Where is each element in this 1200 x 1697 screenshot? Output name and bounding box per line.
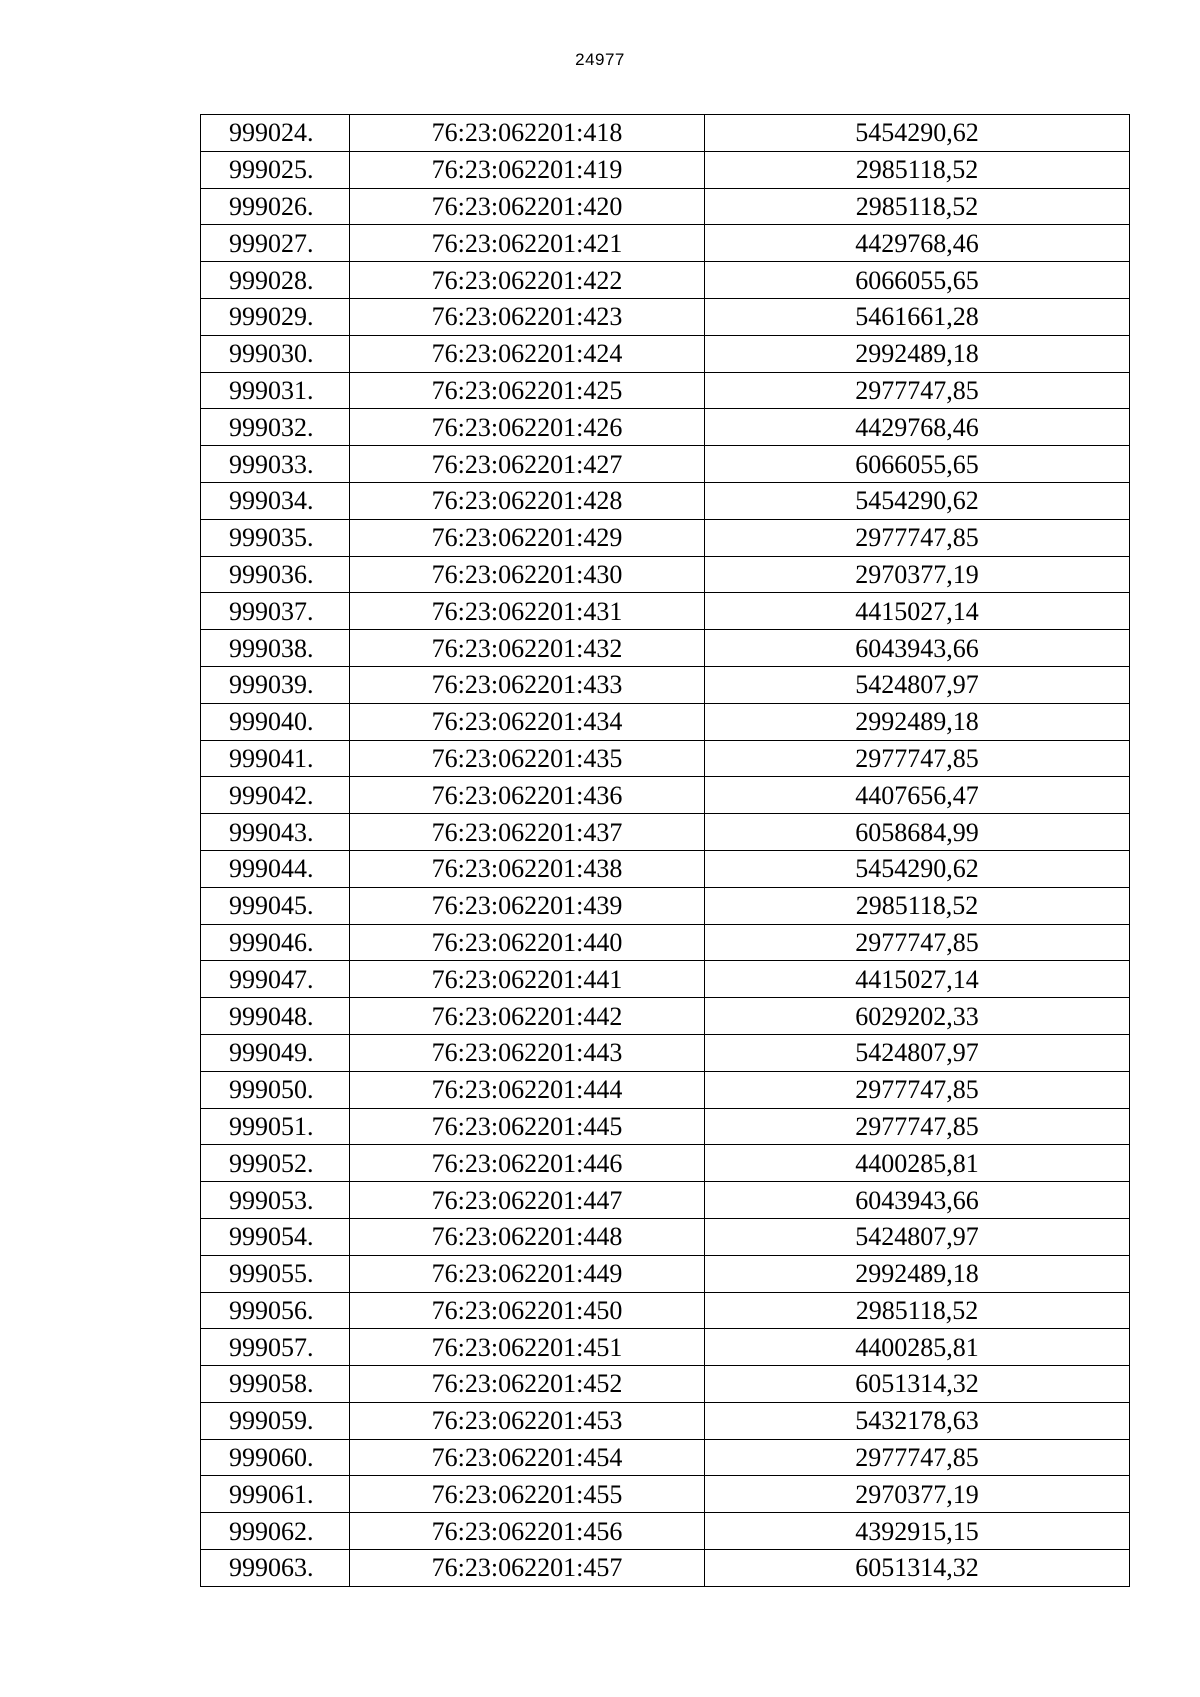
table-body bbox=[201, 115, 1130, 1587]
table-row bbox=[201, 1513, 1130, 1550]
cadastral-value-cell: 2977747,85 bbox=[705, 1439, 1130, 1476]
table-row bbox=[201, 666, 1130, 703]
table-row bbox=[201, 1476, 1130, 1513]
cadastral-value-cell: 2992489,18 bbox=[705, 335, 1130, 372]
cadastral-number-cell: 76:23:062201:447 bbox=[350, 1182, 705, 1219]
row-number-cell: 999024. bbox=[201, 115, 350, 152]
cadastral-number-cell: 76:23:062201:429 bbox=[350, 519, 705, 556]
table-row bbox=[201, 703, 1130, 740]
table-row bbox=[201, 262, 1130, 299]
cadastral-number-cell: 76:23:062201:451 bbox=[350, 1329, 705, 1366]
cadastral-value-cell: 5432178,63 bbox=[705, 1402, 1130, 1439]
cadastral-value-cell: 2970377,19 bbox=[705, 1476, 1130, 1513]
cadastral-number-cell: 76:23:062201:443 bbox=[350, 1034, 705, 1071]
row-number-cell: 999056. bbox=[201, 1292, 350, 1329]
row-number-cell: 999063. bbox=[201, 1550, 350, 1587]
row-number-cell: 999039. bbox=[201, 666, 350, 703]
cadastral-number-cell: 76:23:062201:438 bbox=[350, 850, 705, 887]
cadastral-value-cell: 2977747,85 bbox=[705, 924, 1130, 961]
cadastral-number-cell: 76:23:062201:441 bbox=[350, 961, 705, 998]
cadastral-number-cell: 76:23:062201:440 bbox=[350, 924, 705, 961]
table-row bbox=[201, 850, 1130, 887]
cadastral-number-cell: 76:23:062201:433 bbox=[350, 666, 705, 703]
table-row bbox=[201, 482, 1130, 519]
cadastral-number-cell: 76:23:062201:423 bbox=[350, 298, 705, 335]
cadastral-value-cell: 6043943,66 bbox=[705, 630, 1130, 667]
cadastral-number-cell: 76:23:062201:444 bbox=[350, 1071, 705, 1108]
cadastral-value-cell: 6066055,65 bbox=[705, 446, 1130, 483]
row-number-cell: 999062. bbox=[201, 1513, 350, 1550]
cadastral-number-cell: 76:23:062201:431 bbox=[350, 593, 705, 630]
row-number-cell: 999050. bbox=[201, 1071, 350, 1108]
cadastral-number-cell: 76:23:062201:425 bbox=[350, 372, 705, 409]
cadastral-value-cell: 4429768,46 bbox=[705, 409, 1130, 446]
table-row bbox=[201, 740, 1130, 777]
cadastral-number-cell: 76:23:062201:435 bbox=[350, 740, 705, 777]
table-row bbox=[201, 151, 1130, 188]
cadastral-value-cell: 4429768,46 bbox=[705, 225, 1130, 262]
cadastral-value-cell: 5461661,28 bbox=[705, 298, 1130, 335]
row-number-cell: 999027. bbox=[201, 225, 350, 262]
cadastral-value-cell: 4407656,47 bbox=[705, 777, 1130, 814]
cadastral-number-cell: 76:23:062201:426 bbox=[350, 409, 705, 446]
cadastral-number-cell: 76:23:062201:446 bbox=[350, 1145, 705, 1182]
cadastral-value-cell: 2985118,52 bbox=[705, 887, 1130, 924]
table-row bbox=[201, 961, 1130, 998]
cadastral-number-cell: 76:23:062201:445 bbox=[350, 1108, 705, 1145]
table-row bbox=[201, 1108, 1130, 1145]
table-row bbox=[201, 1402, 1130, 1439]
table-row bbox=[201, 814, 1130, 851]
row-number-cell: 999042. bbox=[201, 777, 350, 814]
row-number-cell: 999055. bbox=[201, 1255, 350, 1292]
row-number-cell: 999026. bbox=[201, 188, 350, 225]
cadastral-value-cell: 6051314,32 bbox=[705, 1366, 1130, 1403]
cadastral-number-cell: 76:23:062201:434 bbox=[350, 703, 705, 740]
cadastral-number-cell: 76:23:062201:428 bbox=[350, 482, 705, 519]
cadastral-number-cell: 76:23:062201:456 bbox=[350, 1513, 705, 1550]
cadastral-value-cell: 2970377,19 bbox=[705, 556, 1130, 593]
table-row bbox=[201, 298, 1130, 335]
cadastral-value-cell: 4400285,81 bbox=[705, 1329, 1130, 1366]
row-number-cell: 999036. bbox=[201, 556, 350, 593]
row-number-cell: 999046. bbox=[201, 924, 350, 961]
cadastral-value-cell: 6043943,66 bbox=[705, 1182, 1130, 1219]
cadastral-value-cell: 2977747,85 bbox=[705, 372, 1130, 409]
table-row bbox=[201, 630, 1130, 667]
table-row bbox=[201, 1034, 1130, 1071]
row-number-cell: 999030. bbox=[201, 335, 350, 372]
cadastral-number-cell: 76:23:062201:421 bbox=[350, 225, 705, 262]
registry-table bbox=[200, 114, 1130, 1587]
row-number-cell: 999040. bbox=[201, 703, 350, 740]
row-number-cell: 999047. bbox=[201, 961, 350, 998]
table-row bbox=[201, 593, 1130, 630]
table-row bbox=[201, 115, 1130, 152]
table-row bbox=[201, 519, 1130, 556]
row-number-cell: 999035. bbox=[201, 519, 350, 556]
table-row bbox=[201, 1255, 1130, 1292]
cadastral-value-cell: 5454290,62 bbox=[705, 850, 1130, 887]
cadastral-number-cell: 76:23:062201:420 bbox=[350, 188, 705, 225]
cadastral-value-cell: 6051314,32 bbox=[705, 1550, 1130, 1587]
row-number-cell: 999034. bbox=[201, 482, 350, 519]
cadastral-number-cell: 76:23:062201:448 bbox=[350, 1218, 705, 1255]
row-number-cell: 999043. bbox=[201, 814, 350, 851]
cadastral-value-cell: 2977747,85 bbox=[705, 1108, 1130, 1145]
cadastral-number-cell: 76:23:062201:442 bbox=[350, 998, 705, 1035]
cadastral-value-cell: 2977747,85 bbox=[705, 519, 1130, 556]
cadastral-value-cell: 5424807,97 bbox=[705, 1218, 1130, 1255]
row-number-cell: 999057. bbox=[201, 1329, 350, 1366]
row-number-cell: 999049. bbox=[201, 1034, 350, 1071]
cadastral-number-cell: 76:23:062201:432 bbox=[350, 630, 705, 667]
cadastral-number-cell: 76:23:062201:457 bbox=[350, 1550, 705, 1587]
row-number-cell: 999061. bbox=[201, 1476, 350, 1513]
table-row bbox=[201, 372, 1130, 409]
table-row bbox=[201, 446, 1130, 483]
cadastral-number-cell: 76:23:062201:430 bbox=[350, 556, 705, 593]
cadastral-number-cell: 76:23:062201:452 bbox=[350, 1366, 705, 1403]
cadastral-number-cell: 76:23:062201:422 bbox=[350, 262, 705, 299]
cadastral-number-cell: 76:23:062201:427 bbox=[350, 446, 705, 483]
table-row bbox=[201, 188, 1130, 225]
page-number: 24977 bbox=[575, 50, 625, 69]
row-number-cell: 999037. bbox=[201, 593, 350, 630]
cadastral-number-cell: 76:23:062201:424 bbox=[350, 335, 705, 372]
row-number-cell: 999045. bbox=[201, 887, 350, 924]
cadastral-number-cell: 76:23:062201:439 bbox=[350, 887, 705, 924]
cadastral-number-cell: 76:23:062201:455 bbox=[350, 1476, 705, 1513]
table-row bbox=[201, 1218, 1130, 1255]
cadastral-value-cell: 5424807,97 bbox=[705, 1034, 1130, 1071]
table-row bbox=[201, 1182, 1130, 1219]
cadastral-value-cell: 2985118,52 bbox=[705, 188, 1130, 225]
cadastral-number-cell: 76:23:062201:418 bbox=[350, 115, 705, 152]
row-number-cell: 999048. bbox=[201, 998, 350, 1035]
cadastral-value-cell: 6058684,99 bbox=[705, 814, 1130, 851]
cadastral-number-cell: 76:23:062201:450 bbox=[350, 1292, 705, 1329]
table-row bbox=[201, 335, 1130, 372]
cadastral-value-cell: 5454290,62 bbox=[705, 115, 1130, 152]
table-row bbox=[201, 225, 1130, 262]
row-number-cell: 999041. bbox=[201, 740, 350, 777]
cadastral-number-cell: 76:23:062201:454 bbox=[350, 1439, 705, 1476]
cadastral-value-cell: 5424807,97 bbox=[705, 666, 1130, 703]
cadastral-number-cell: 76:23:062201:419 bbox=[350, 151, 705, 188]
cadastral-value-cell: 4392915,15 bbox=[705, 1513, 1130, 1550]
row-number-cell: 999031. bbox=[201, 372, 350, 409]
row-number-cell: 999059. bbox=[201, 1402, 350, 1439]
table-row bbox=[201, 924, 1130, 961]
cadastral-number-cell: 76:23:062201:437 bbox=[350, 814, 705, 851]
cadastral-value-cell: 6066055,65 bbox=[705, 262, 1130, 299]
table-row bbox=[201, 1292, 1130, 1329]
row-number-cell: 999033. bbox=[201, 446, 350, 483]
row-number-cell: 999060. bbox=[201, 1439, 350, 1476]
table-row bbox=[201, 556, 1130, 593]
cadastral-value-cell: 2985118,52 bbox=[705, 151, 1130, 188]
cadastral-value-cell: 2992489,18 bbox=[705, 703, 1130, 740]
cadastral-value-cell: 4415027,14 bbox=[705, 593, 1130, 630]
cadastral-number-cell: 76:23:062201:449 bbox=[350, 1255, 705, 1292]
cadastral-value-cell: 2977747,85 bbox=[705, 1071, 1130, 1108]
table-row bbox=[201, 887, 1130, 924]
cadastral-value-cell: 2977747,85 bbox=[705, 740, 1130, 777]
cadastral-value-cell: 6029202,33 bbox=[705, 998, 1130, 1035]
cadastral-value-cell: 2985118,52 bbox=[705, 1292, 1130, 1329]
row-number-cell: 999025. bbox=[201, 151, 350, 188]
table-row bbox=[201, 1439, 1130, 1476]
row-number-cell: 999038. bbox=[201, 630, 350, 667]
table-row bbox=[201, 1366, 1130, 1403]
table-row bbox=[201, 1329, 1130, 1366]
row-number-cell: 999054. bbox=[201, 1218, 350, 1255]
row-number-cell: 999044. bbox=[201, 850, 350, 887]
cadastral-number-cell: 76:23:062201:436 bbox=[350, 777, 705, 814]
table-row bbox=[201, 1071, 1130, 1108]
cadastral-value-cell: 4415027,14 bbox=[705, 961, 1130, 998]
row-number-cell: 999028. bbox=[201, 262, 350, 299]
row-number-cell: 999029. bbox=[201, 298, 350, 335]
table-row bbox=[201, 777, 1130, 814]
row-number-cell: 999052. bbox=[201, 1145, 350, 1182]
row-number-cell: 999058. bbox=[201, 1366, 350, 1403]
cadastral-value-cell: 4400285,81 bbox=[705, 1145, 1130, 1182]
table-row bbox=[201, 1145, 1130, 1182]
row-number-cell: 999032. bbox=[201, 409, 350, 446]
table-row bbox=[201, 409, 1130, 446]
table-row bbox=[201, 998, 1130, 1035]
cadastral-value-cell: 2992489,18 bbox=[705, 1255, 1130, 1292]
cadastral-value-cell: 5454290,62 bbox=[705, 482, 1130, 519]
cadastral-number-cell: 76:23:062201:453 bbox=[350, 1402, 705, 1439]
row-number-cell: 999053. bbox=[201, 1182, 350, 1219]
table-row bbox=[201, 1550, 1130, 1587]
row-number-cell: 999051. bbox=[201, 1108, 350, 1145]
